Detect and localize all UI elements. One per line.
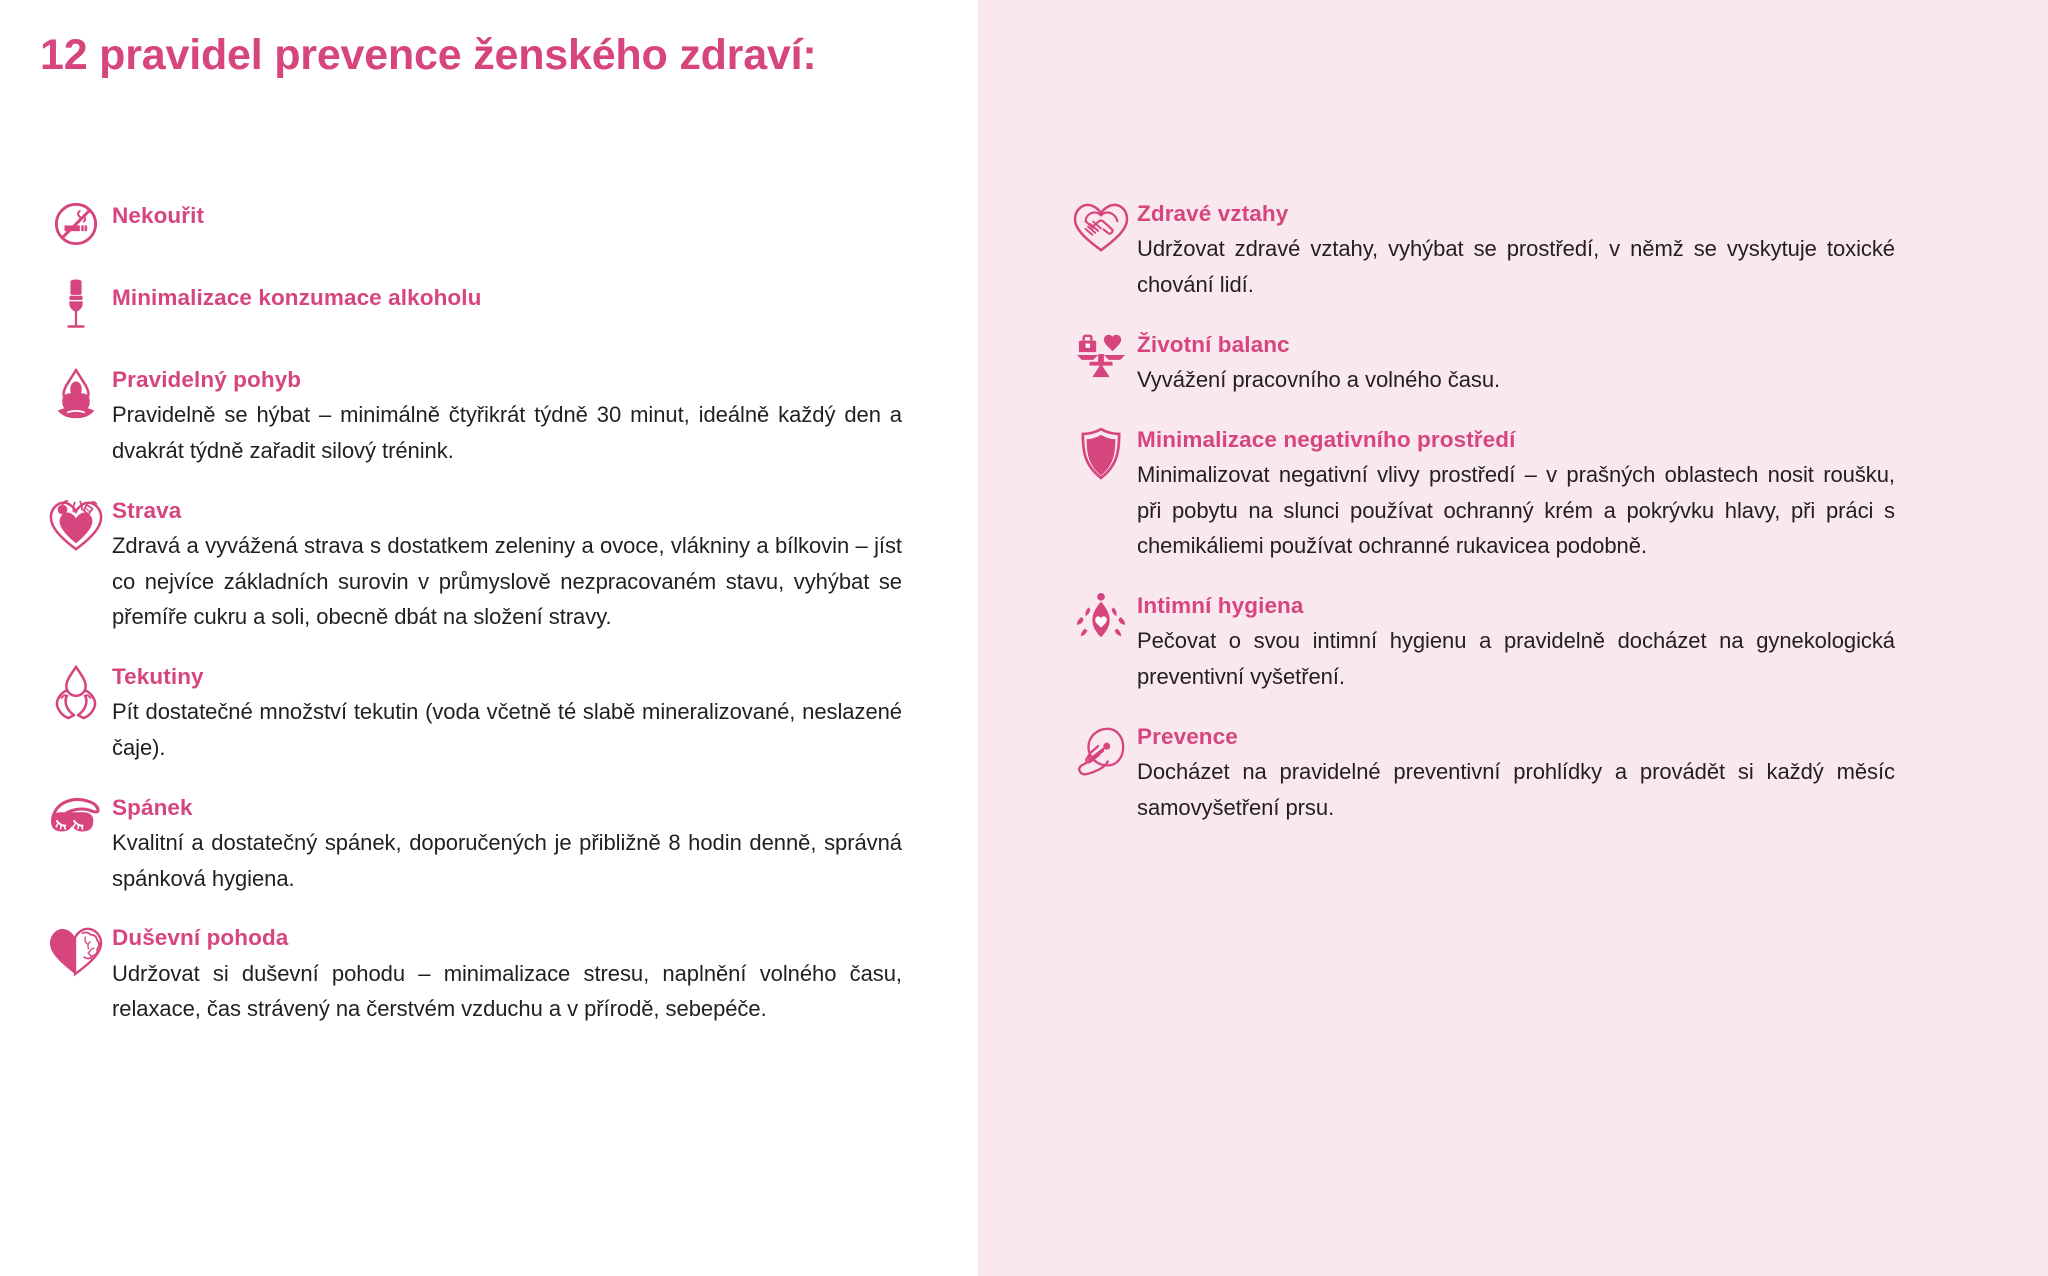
list-item-desc: Udržovat zdravé vztahy, vyhýbat se prostředí, v němž se vyskytuje toxické chování lidí.	[1137, 236, 1895, 297]
shield-icon	[1065, 424, 1137, 486]
left-items-list	[40, 200, 920, 1053]
list-item-desc: Pravidelně se hýbat – minimálně čtyřikrát týdně 30 minut, ideálně každý den a dvakrát týdně zařadit silový trénink.	[112, 402, 902, 463]
list-item-title: Životní balanc	[1137, 331, 1290, 357]
list-item[interactable]	[1065, 590, 1895, 695]
list-item-title: Pravidelný pohyb	[112, 367, 302, 392]
list-item-desc: Udržovat si duševní pohodu – minimalizace stresu, naplnění volného času, relaxace, čas strávený na čerstvém vzduchu a v přírodě, sebepéče.	[112, 960, 902, 1022]
list-item-title: Minimalizace negativního prostředí	[1137, 426, 1516, 452]
list-item-title: Tekutiny	[112, 663, 204, 689]
hands-water-drop-icon	[40, 661, 112, 723]
sleep-mask-icon	[40, 792, 112, 854]
list-item-body	[112, 661, 920, 766]
list-item-title: Spánek	[112, 794, 193, 820]
list-item[interactable]	[1065, 424, 1895, 564]
list-item-title: Prevence	[1137, 723, 1238, 749]
list-item-desc: Docházet na pravidelné preventivní prohlídky a provádět si každý měsíc samovyšetření prsu.	[1137, 758, 1895, 820]
list-item-body	[112, 922, 920, 1027]
list-item-body	[112, 200, 920, 231]
list-item-body	[112, 495, 920, 635]
list-item[interactable]	[1065, 721, 1895, 826]
list-item-desc: Vyvážení pracovního a volného času.	[1137, 367, 1501, 392]
handshake-heart-icon	[1065, 198, 1137, 260]
list-item[interactable]	[40, 200, 920, 246]
list-item-title: Duševní pohoda	[112, 925, 289, 951]
list-item[interactable]	[40, 792, 920, 897]
yoga-pose-icon	[40, 364, 112, 426]
list-item[interactable]	[1065, 198, 1895, 303]
list-item-desc: Pečovat o svou intimní hygienu a pravidelně docházet na gynekologická preventivní vyšetření.	[1137, 628, 1895, 689]
list-item-body	[112, 792, 920, 897]
list-item-title: Minimalizace konzumace alkoholu	[112, 285, 482, 310]
wine-glass-icon	[40, 282, 112, 328]
list-item-title: Zdravé vztahy	[1137, 201, 1289, 226]
list-item-body	[1137, 590, 1895, 695]
list-item-title: Nekouřit	[112, 203, 205, 228]
right-items-list	[1065, 198, 1895, 851]
breast-self-exam-icon	[1065, 721, 1137, 783]
list-item-body	[1137, 198, 1895, 303]
heart-vegetables-icon	[40, 495, 112, 557]
work-life-balance-icon	[1065, 329, 1137, 391]
list-item-desc: Zdravá a vyvážená strava s dostatkem zeleniny a ovoce, vlákniny a bílkovin – jíst co nejvíce základních surovin v průmyslově nezpracovaném stavu, vyhýbat se přemíře cukru a soli, obecně dbát na složení stravy.	[112, 533, 902, 630]
list-item-title: Strava	[112, 497, 182, 523]
list-item-body	[1137, 424, 1895, 564]
list-item-desc: Pít dostatečné množství tekutin (voda včetně té slabě mineralizované, neslazené čaje).	[112, 699, 902, 760]
list-item-desc: Minimalizovat negativní vlivy prostředí – v prašných oblastech nosit roušku, při pobytu na slunci používat ochranný krém a pokrývku hlavy, při práci s chemikáliemi používat ochranné rukavicea podobně.	[1137, 462, 1895, 559]
list-item[interactable]	[40, 495, 920, 635]
list-item[interactable]	[40, 282, 920, 328]
page-title: 12 pravidel prevence ženského zdraví:	[40, 31, 817, 79]
no-smoking-icon	[40, 200, 112, 246]
intimate-hygiene-icon	[1065, 590, 1137, 652]
list-item-desc: Kvalitní a dostatečný spánek, doporučených je přibližně 8 hodin denně, správná spánková hygiena.	[112, 829, 902, 891]
list-item-body	[112, 282, 920, 313]
list-item[interactable]	[1065, 329, 1895, 398]
list-item[interactable]	[40, 661, 920, 766]
list-item[interactable]	[40, 922, 920, 1027]
list-item[interactable]	[40, 364, 920, 469]
list-item-body	[1137, 721, 1895, 826]
list-item-body	[1137, 329, 1895, 398]
heart-brain-icon	[40, 922, 112, 984]
list-item-title: Intimní hygiena	[1137, 592, 1304, 618]
list-item-body	[112, 364, 920, 469]
